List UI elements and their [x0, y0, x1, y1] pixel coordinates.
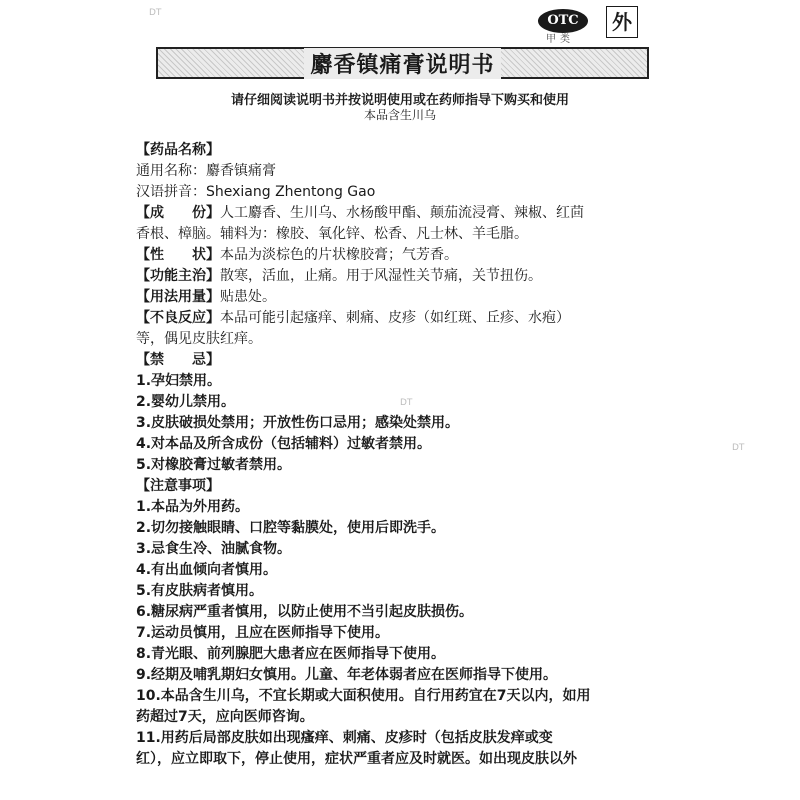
list-item: 10.本品含生川乌，不宜长期或大面积使用。自行用药宜在7天以内，如用 [136, 688, 591, 704]
indications-tag: 【功能主治】 [136, 268, 220, 284]
usage-text: 贴患处。 [220, 289, 276, 305]
ingredients-row [136, 203, 696, 224]
usage-row [136, 287, 696, 308]
ingredients-tag: 【成 份】 [136, 205, 220, 221]
ingredients-text: 人工麝香、生川乌、水杨酸甲酯、颠茄流浸膏、辣椒、红茴 [220, 205, 584, 221]
character-text: 本品为淡棕色的片状橡胶膏；气芳香。 [220, 247, 458, 263]
indications-text: 散寒，活血，止痛。用于风湿性关节痛，关节扭伤。 [220, 268, 542, 284]
list-item: 1.本品为外用药。 [136, 499, 250, 515]
otc-class-label: 甲类 [546, 34, 574, 45]
external-use-badge: 外 [606, 6, 638, 38]
adverse-cont: 等，偶见皮肤红痒。 [136, 331, 262, 347]
usage-tag: 【用法用量】 [136, 289, 220, 305]
list-item: 3.皮肤破损处禁用；开放性伤口忌用；感染处禁用。 [136, 415, 460, 431]
watermark: DT [732, 443, 745, 453]
list-item: 9.经期及哺乳期妇女慎用。儿童、年老体弱者应在医师指导下使用。 [136, 667, 558, 683]
list-item: 2.婴幼儿禁用。 [136, 394, 236, 410]
page-title: 麝香镇痛膏说明书 [304, 48, 500, 79]
list-item: 4.有出血倾向者慎用。 [136, 562, 278, 578]
list-item: 11.用药后局部皮肤如出现瘙痒、刺痛、皮疹时（包括皮肤发痒或变 [136, 730, 553, 746]
precautions-heading: 【注意事项】 [136, 478, 220, 494]
drug-class-badges [538, 2, 658, 45]
character-tag: 【性 状】 [136, 247, 220, 263]
contains-line: 本品含生川乌 [363, 108, 436, 122]
adverse-tag: 【不良反应】 [136, 310, 220, 326]
pinyin-name: 汉语拼音：Shexiang Zhentong Gao [136, 184, 376, 200]
otc-badge: OTC [538, 9, 588, 33]
leaflet-body [136, 140, 696, 770]
list-item: 1.孕妇禁用。 [136, 373, 222, 389]
list-item: 6.糖尿病严重者慎用，以防止使用不当引起皮肤损伤。 [136, 604, 474, 620]
adverse-text: 本品可能引起瘙痒、刺痛、皮疹（如红斑、丘疹、水疱） [220, 310, 570, 326]
character-row [136, 245, 696, 266]
instructions-line: 请仔细阅读说明书并按说明使用或在药师指导下购买和使用 [230, 93, 569, 108]
list-item: 5.对橡胶膏过敏者禁用。 [136, 457, 292, 473]
list-item: 3.忌食生冷、油腻食物。 [136, 541, 292, 557]
ingredients-cont: 香根、樟脑。辅料为：橡胶、氧化锌、松香、凡士林、羊毛脂。 [136, 226, 528, 242]
list-item: 4.对本品及所含成份（包括辅料）过敏者禁用。 [136, 436, 432, 452]
generic-name: 通用名称：麝香镇痛膏 [136, 163, 276, 179]
list-item: 2.切勿接触眼睛、口腔等黏膜处，使用后即洗手。 [136, 520, 446, 536]
name-heading: 【药品名称】 [136, 142, 220, 158]
indications-row [136, 266, 696, 287]
list-item: 红），应立即取下，停止使用，症状严重者应及时就医。如出现皮肤以外 [136, 751, 577, 767]
adverse-row [136, 308, 696, 329]
title-banner [156, 47, 649, 79]
watermark: DT [149, 8, 162, 18]
list-item: 5.有皮肤病者慎用。 [136, 583, 264, 599]
list-item: 8.青光眼、前列腺肥大患者应在医师指导下使用。 [136, 646, 446, 662]
contraindications-heading: 【禁 忌】 [136, 352, 220, 368]
list-item: 7.运动员慎用，且应在医师指导下使用。 [136, 625, 390, 641]
watermark: DT [400, 398, 413, 408]
list-item: 药超过7天，应向医师咨询。 [136, 709, 314, 725]
